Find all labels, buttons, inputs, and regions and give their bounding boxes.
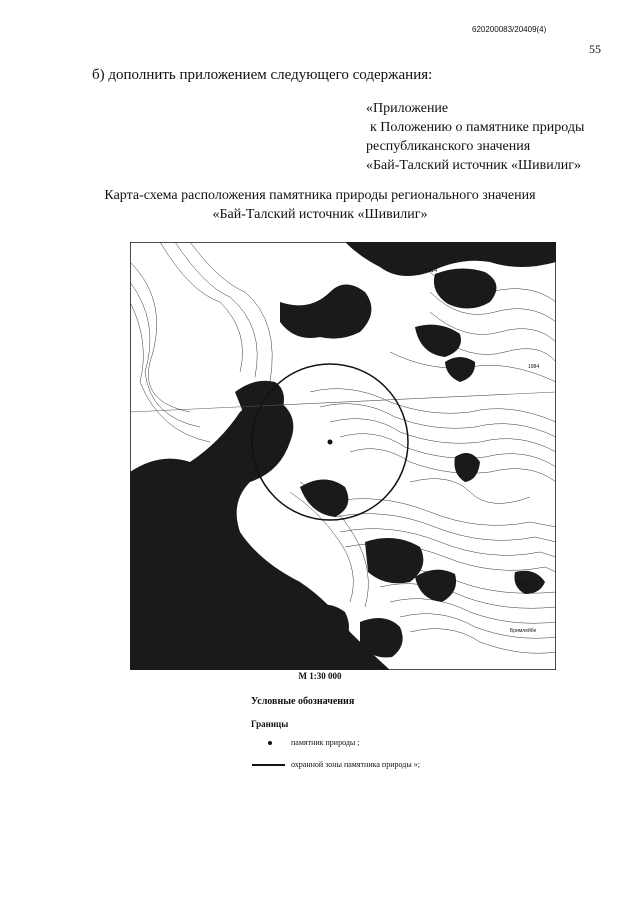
document-id: 620200083/20409(4) [472, 25, 547, 34]
map-label: 1860 [516, 582, 528, 588]
map-scale: М 1:30 000 [298, 671, 342, 681]
appendix-line: «Приложение [366, 101, 449, 116]
legend-item-label: охранной зоны памятника природы »; [291, 760, 420, 769]
legend-subtitle: Границы [251, 719, 289, 729]
map-label: Бримлейбе [510, 628, 537, 634]
appendix-line: республиканского значения [366, 139, 531, 154]
legend-item-label: памятник природы ; [291, 738, 360, 747]
appendix-header [366, 99, 584, 175]
legend-title: Условные обозначения [251, 696, 355, 707]
map-label: 1924 [426, 268, 438, 274]
monument-marker-dot [328, 440, 333, 445]
intro-text: б) дополнить приложением следующего содержания: [92, 67, 433, 83]
map-label: 1984 [528, 364, 540, 370]
dot-icon [251, 739, 291, 747]
topographic-map [130, 242, 556, 670]
appendix-line: к Положению о памятнике природы [370, 120, 585, 135]
line-icon [251, 761, 291, 769]
appendix-line: «Бай-Талский источник «Шивилиг» [366, 158, 581, 173]
legend-item-protection-zone [251, 760, 420, 769]
legend-item-monument [251, 738, 360, 747]
map-title-line: «Бай-Талский источник «Шивилиг» [212, 207, 428, 222]
map-title [0, 186, 640, 224]
map-title-line: Карта-схема расположения памятника природы регионального значения [104, 188, 536, 203]
page-number: 55 [589, 42, 601, 56]
